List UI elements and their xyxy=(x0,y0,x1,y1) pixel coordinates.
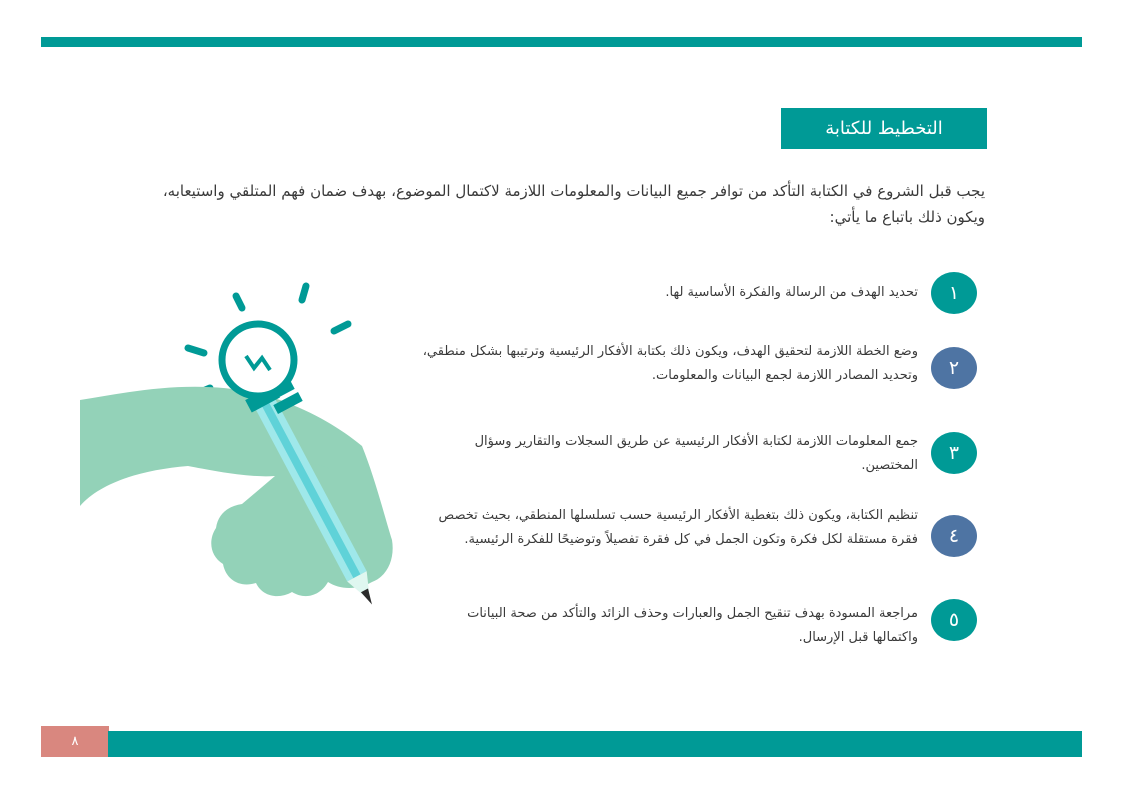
step-5-text: مراجعة المسودة بهدف تنقيح الجمل والعبارات وحذف الزائد والتأكد من صحة البيانات واكتمالها قبل الإرسال. xyxy=(467,606,918,645)
step-4-number: ٤ xyxy=(931,515,977,557)
section-title xyxy=(781,108,987,149)
step-3-text: جمع المعلومات اللازمة لكتابة الأفكار الرئيسية عن طريق السجلات والتقارير وسؤال المختصين. xyxy=(474,434,918,473)
step-5-number: ٥ xyxy=(931,599,977,641)
section-title-text: التخطيط للكتابة xyxy=(825,118,943,139)
step-2-number: ٢ xyxy=(931,347,977,389)
hand-pencil-lightbulb-illustration xyxy=(70,278,420,628)
bottom-accent-bar xyxy=(108,731,1082,757)
step-4-text: تنظيم الكتابة، ويكون ذلك بتغطية الأفكار الرئيسية حسب تسلسلها المنطقي، بحيث تخصص فقرة مستقلة لكل فكرة وتكون الجمل في كل فقرة تفصيلاً وتوضيحًا للفكرة الرئيسية. xyxy=(438,508,918,547)
intro-paragraph: يجب قبل الشروع في الكتابة التأكد من توافر جميع البيانات والمعلومات اللازمة لاكتمال الموضوع، بهدف ضمان فهم المتلقي واستيعابه، ويكون ذلك باتباع ما يأتي: xyxy=(162,182,985,226)
top-accent-bar xyxy=(41,37,1082,47)
step-1-number: ١ xyxy=(931,272,977,314)
step-3-number: ٣ xyxy=(931,432,977,474)
page-number: ٨ xyxy=(41,726,109,757)
step-2-text: وضع الخطة اللازمة لتحقيق الهدف، ويكون ذلك بكتابة الأفكار الرئيسية وترتيبها بشكل منطقي، وتحديد المصادر اللازمة لجمع البيانات والمعلومات. xyxy=(422,344,918,383)
step-1-text: تحديد الهدف من الرسالة والفكرة الأساسية لها. xyxy=(665,285,918,300)
